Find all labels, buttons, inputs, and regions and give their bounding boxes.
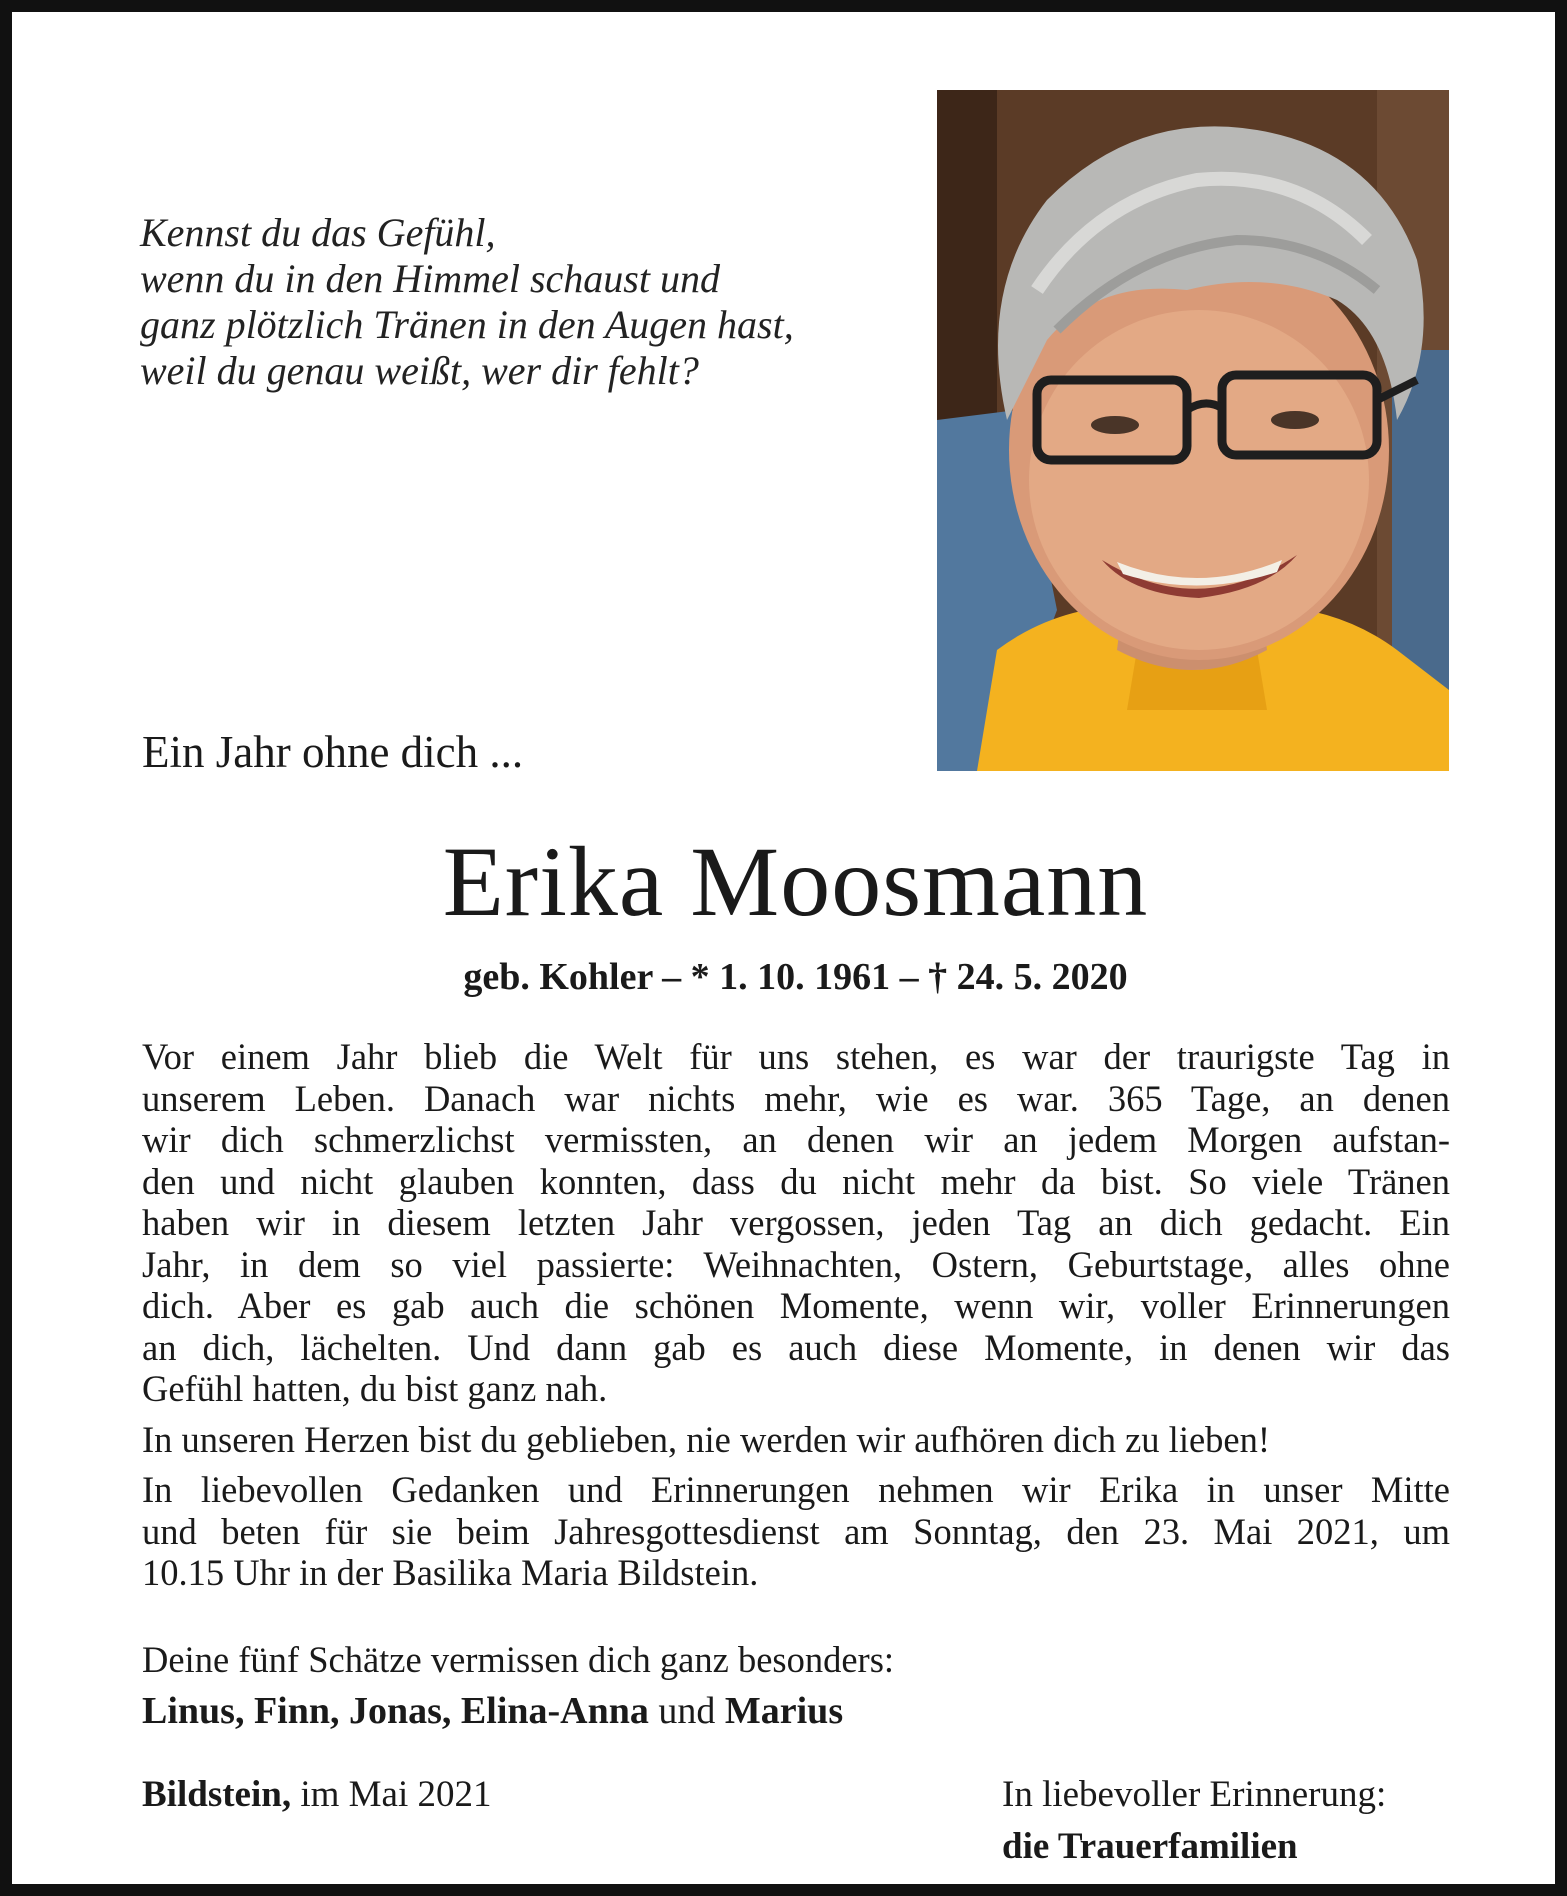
quote-line: wenn du in den Himmel schaust und: [140, 256, 720, 301]
text-line: Vor einem Jahr blieb die Welt für uns stehen, es war der traurigste Tag in: [142, 1036, 1450, 1077]
paragraph-gap: [142, 1460, 1450, 1469]
subheading: Ein Jahr ohne dich ...: [142, 727, 524, 777]
quote-line: ganz plötzlich Tränen in den Augen hast,: [140, 302, 794, 347]
portrait-illustration: [937, 90, 1449, 771]
text-line: In liebevollen Gedanken und Erinnerungen nehmen wir Erika in unser Mitte: [142, 1469, 1450, 1510]
memorial-quote: [140, 210, 794, 394]
obituary-text: [142, 1036, 1450, 1594]
quote-line: weil du genau weißt, wer dir fehlt?: [140, 348, 699, 393]
text-line: an dich, lächelten. Und dann gab es auch diese Momente, in denen wir das: [142, 1326, 1450, 1368]
text-line: 10.15 Uhr in der Basilika Maria Bildstein.: [142, 1552, 759, 1593]
place-name: Bildstein,: [142, 1774, 292, 1815]
text-line: haben wir in diesem letzten Jahr vergossen, jeden Tag an dich gedacht. Ein: [142, 1202, 1450, 1243]
text-line: dich. Aber es gab auch die schönen Momente, wenn wir, voller Erinnerungen: [142, 1285, 1450, 1326]
children-names: [142, 1688, 843, 1734]
deceased-name: Erika Moosmann: [442, 826, 1149, 937]
children-names-part1: Linus, Finn, Jonas, Elina-Anna: [142, 1690, 649, 1732]
memory-signer: die Trauerfamilien: [1002, 1826, 1298, 1867]
children-names-part2: Marius: [724, 1690, 844, 1732]
quote-line: Kennst du das Gefühl,: [140, 210, 496, 255]
birth-death-dates: geb. Kohler – * 1. 10. 1961 – † 24. 5. 2020: [463, 956, 1128, 998]
text-line: und beten für sie beim Jahresgottesdienst am Sonntag, den 23. Mai 2021, um: [142, 1510, 1450, 1552]
text-line: In unseren Herzen bist du geblieben, nie werden wir aufhören dich zu lieben!: [142, 1418, 1271, 1460]
memory-label: In liebevoller Erinnerung:: [1002, 1774, 1387, 1815]
text-line: wir dich schmerzlichst vermissten, an denen wir an jedem Morgen aufstan-: [142, 1119, 1450, 1160]
text-line: Jahr, in dem so viel passierte: Weihnachten, Ostern, Geburtstage, alles ohne: [142, 1243, 1450, 1285]
text-line: Gefühl hatten, du bist ganz nah.: [142, 1368, 608, 1409]
children-connector: und: [658, 1690, 716, 1732]
portrait-photo: [937, 90, 1449, 771]
place-date: [142, 1772, 492, 1818]
date-text: im Mai 2021: [300, 1774, 492, 1815]
children-lead: Deine fünf Schätze vermissen dich ganz besonders:: [142, 1639, 895, 1680]
text-line: den und nicht glauben konnten, dass du nicht mehr da bist. So viele Tränen: [142, 1160, 1450, 1202]
text-line: unserem Leben. Danach war nichts mehr, wie es war. 365 Tage, an denen: [142, 1077, 1450, 1119]
paragraph-gap: [142, 1410, 1450, 1419]
